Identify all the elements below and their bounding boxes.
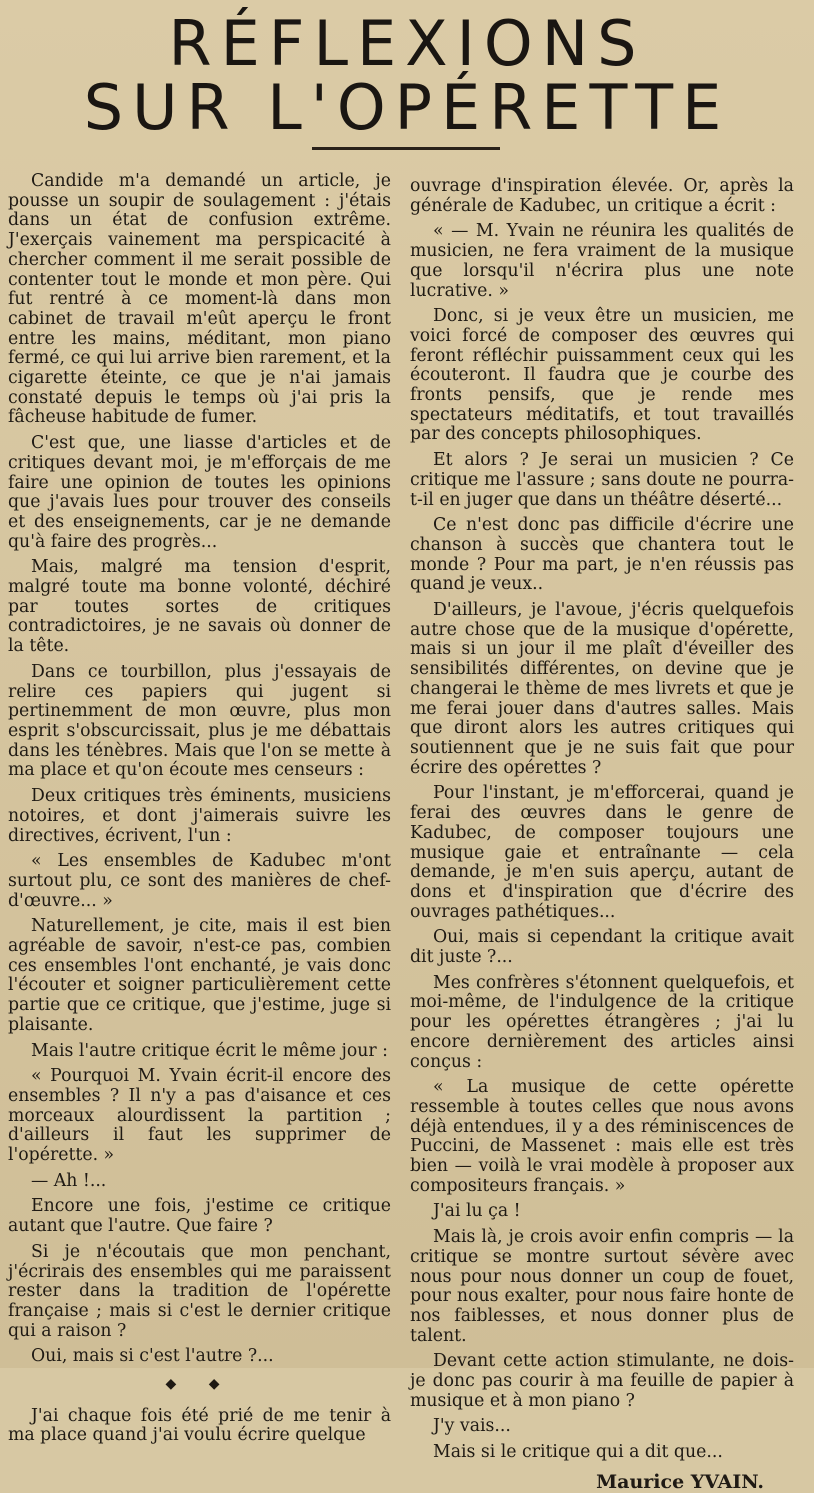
paragraph: J'y vais... [433, 1416, 511, 1437]
paragraph: Mais là, je crois avoir enfin compris — la critique se montre surtout sévère avec nous pour nous donner un coup de fouet, pour nous exalter, pour nous faire honte de nos faiblesses, et nous donner plus de talent. [410, 1227, 794, 1346]
paragraph: Mais si le critique qui a dit que... [433, 1442, 723, 1463]
paragraph: ouvrage d'inspiration élevée. Or, après la générale de Kadubec, un critique a écrit : [410, 176, 794, 216]
paragraph: Si je n'écoutais que mon penchant, j'écrirais des ensembles qui me paraissent rester dans la tradition de l'opérette française ; mais si c'est le dernier critique qui a raison ? [8, 1241, 391, 1341]
paragraph: C'est que, une liasse d'articles et de critiques devant moi, je m'efforçais de me faire une opinion de toutes les opinions que j'avais lues pour trouver des conseils et des enseignements, car je ne demande qu'à faire des progrès... [8, 433, 391, 552]
paragraph: Mais l'autre critique écrit le même jour : [31, 1040, 388, 1061]
title-line-1: RÉFLEXIONS [168, 7, 646, 80]
paragraph: Deux critiques très éminents, musiciens notoires, et dont j'aimerais suivre les directives, écrivent, l'un : [8, 786, 391, 846]
paragraph: Ce n'est donc pas difficile d'écrire une chanson à succès que chantera tout le monde ? Pour ma part, je n'en réussis pas quand je veux.. [410, 515, 794, 595]
title-line-2: SUR L'OPÉRETTE [83, 71, 731, 144]
paragraph: J'ai lu ça ! [433, 1201, 521, 1222]
paragraph: Encore une fois, j'estime ce critique autant que l'autre. Que faire ? [8, 1196, 391, 1237]
paragraph: J'ai chaque fois été prié de me tenir à ma place quand j'ai voulu écrire quelque [8, 1405, 391, 1446]
paragraph: Et alors ? Je serai un musicien ? Ce critique me l'assure ; sans doute ne pourra-t-il en juger que dans un théâtre déserté... [410, 450, 794, 510]
paragraph: Naturellement, je cite, mais il est bien agréable de savoir, n'est-ce pas, combien ces ensembles l'ont enchanté, je vais donc l'écouter et soigner particulièrement cette partie que ce critique, que j'estime, juge si plaisante. [8, 916, 391, 1035]
paragraph: Mes confrères s'étonnent quelquefois, et moi-même, de l'indulgence de la critique pour les opérettes étrangères ; j'ai lu encore dernièrement des articles ainsi conçus : [410, 972, 794, 1072]
author-signature: Maurice YVAIN. [596, 1470, 764, 1493]
paragraph: Mais, malgré ma tension d'esprit, malgré toute ma bonne volonté, déchiré par toutes sortes de critiques contradictoires, je ne savais où donner de la tête. [8, 557, 391, 657]
paragraph: D'ailleurs, je l'avoue, j'écris quelquefois autre chose que de la musique d'opérette, mais si un jour il me plaît d'éveiller des sensibilités différentes, on devine que je changerai le thème de mes livrets et que je me ferai jouer dans d'autres salles. Mais que diront alors les autres critiques qui soutiennent que je ne suis fait que pour écrire des opérettes ? [410, 600, 794, 778]
left-column [8, 172, 391, 1452]
right-column [410, 177, 794, 1493]
article-title [0, 7, 814, 144]
paragraph: Oui, mais si c'est l'autre ?... [31, 1346, 274, 1367]
quote-paragraph: « La musique de cette opérette ressemble à toutes celles que nous avons déjà entendues, il y a des réminiscences de Puccini, de Massenet : mais elle est très bien — voilà le vrai modèle à proposer aux compositeurs français. » [410, 1077, 794, 1196]
paragraph: Pour l'instant, je m'efforcerai, quand je ferai des œuvres dans le genre de Kadubec, de composer toujours une musique gaie et entraînante — cela demande, je m'en suis aperçu, autant de dons et d'inspiration que d'écrire des ouvrages pathétiques... [410, 783, 794, 922]
paragraph: Dans ce tourbillon, plus j'essayais de relire ces papiers qui jugent si pertinemment de mon œuvre, plus mon esprit s'obscurcissait, plus je me débattais dans les ténèbres. Mais que l'on se mette à ma place et qu'on écoute mes censeurs : [8, 661, 391, 781]
quote-paragraph: « Pourquoi M. Yvain écrit-il encore des ensembles ? Il n'y a pas d'aisance et ces morceaux alourdissent la partition ; d'ailleurs il faut les supprimer de l'opérette. » [8, 1066, 391, 1166]
paragraph: Donc, si je veux être un musicien, me voici forcé de composer des œuvres qui feront réfléchir puissamment ceux qui les écouteront. Il faudra que je courbe des fronts pensifs, que je rende mes spectateurs méditatifs, et tout travaillés par des concepts philosophiques. [410, 306, 794, 445]
paragraph: Candide m'a demandé un article, je pousse un soupir de soulagement : j'étais dans un état de confusion extrême. J'exerçais vainement ma perspicacité à chercher comment il me serait possible de contenter tout le monde et mon père. Qui fut rentré à ce moment-là dans mon cabinet de travail m'eût aperçu le front entre les mains, méditant, mon piano fermé, ce qui lui arrive bien rarement, et la cigarette éteinte, ce que je n'ai jamais constaté depuis le temps où j'ai pris la fâcheuse habitude de fumer. [8, 171, 391, 428]
paragraph: — Ah !... [31, 1170, 107, 1191]
paragraph: Oui, mais si cependant la critique avait dit juste ?... [410, 927, 794, 968]
title-rule [312, 147, 500, 150]
quote-paragraph: « Les ensembles de Kadubec m'ont surtout plu, ce sont des manières de chef-d'œuvre... » [8, 851, 391, 911]
quote-paragraph: « — M. Yvain ne réunira les qualités de musicien, ne fera vraiment de la musique que lorsqu'il n'écrira plus une note lucrative. » [410, 221, 794, 301]
paragraph: Devant cette action stimulante, ne dois-je donc pas courir à ma feuille de papier à musique et à mon piano ? [410, 1351, 794, 1411]
section-separator: ◆ ◆ [165, 1376, 234, 1393]
